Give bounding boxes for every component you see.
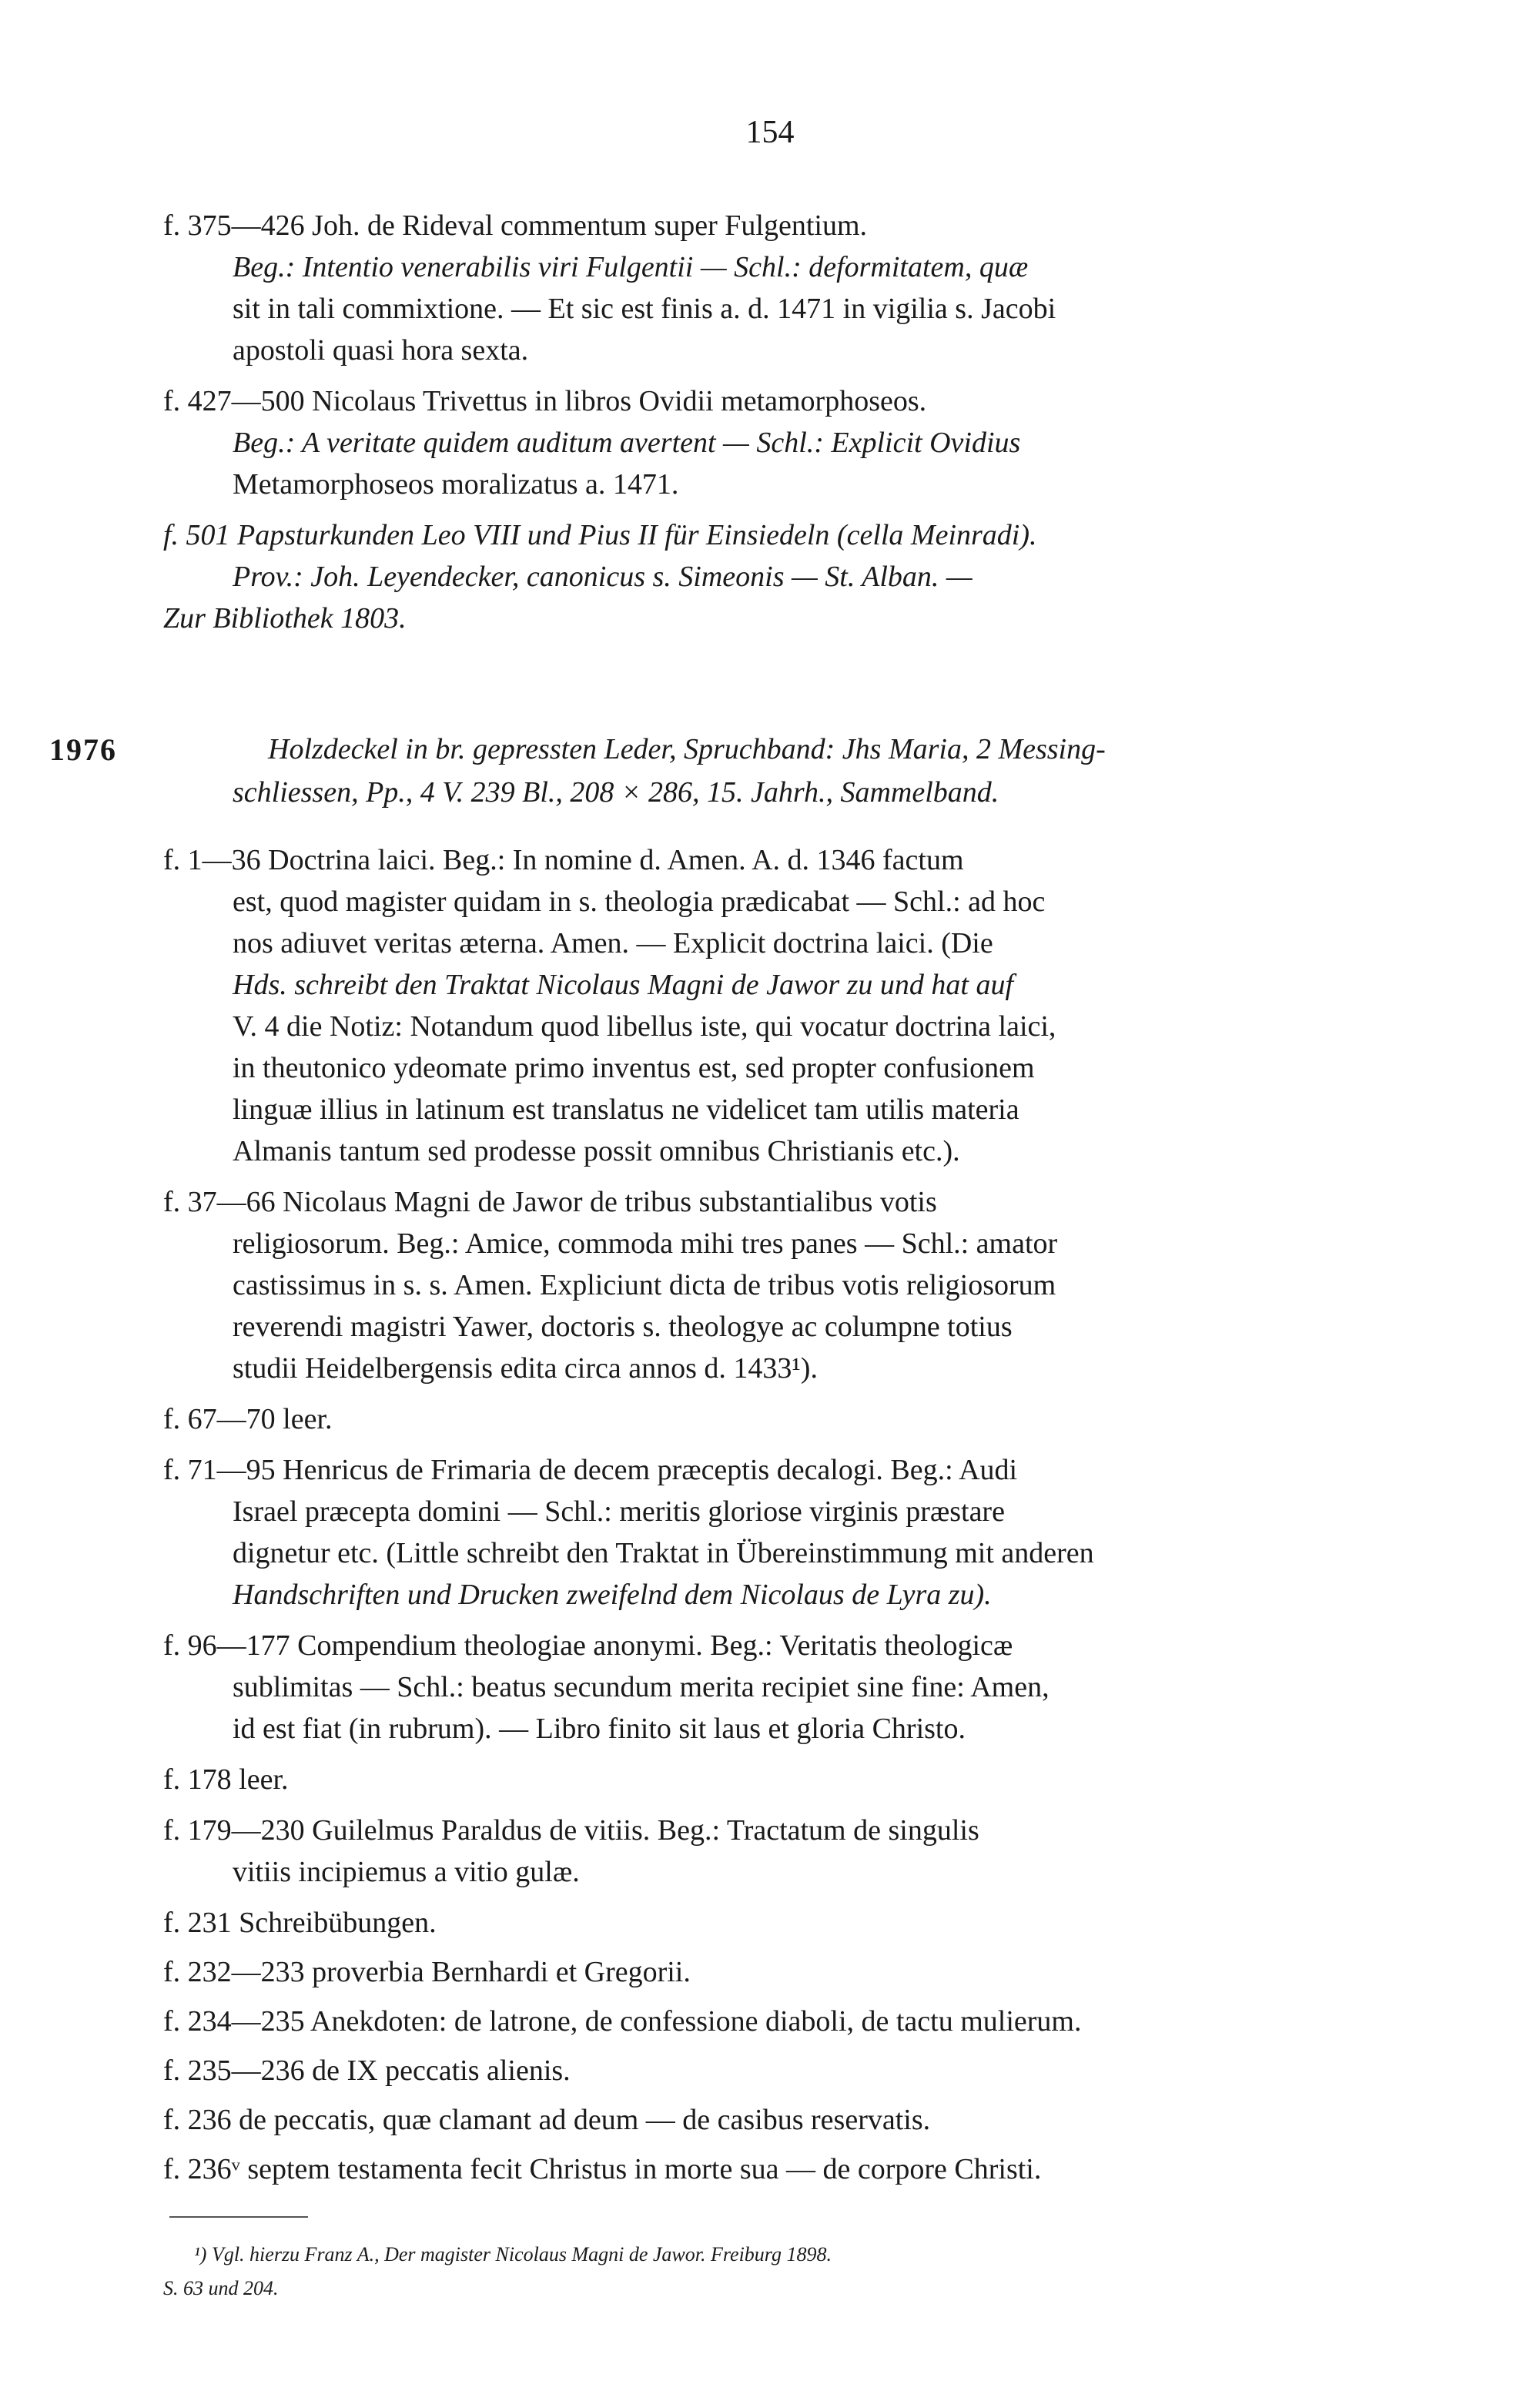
text-line: f. 37—66 Nicolaus Magni de Jawor de tribus substantialibus votis	[163, 1186, 937, 1218]
text-line: f. 67—70 leer.	[163, 1403, 333, 1435]
text-line: linguæ illius in latinum est translatus ne videlicet tam utilis materia	[233, 1093, 1019, 1126]
text-line: f. 235—236 de IX peccatis alienis.	[163, 2054, 571, 2087]
text-line: in theutonico ydeomate primo inventus est, sed propter confusionem	[233, 1052, 1035, 1084]
entry-header-line: Holzdeckel in br. gepressten Leder, Spruchband: Jhs Maria, 2 Messing-	[268, 733, 1106, 765]
text-line: f. 236 de peccatis, quæ clamant ad deum — de casibus reservatis.	[163, 2104, 931, 2136]
text-line: f. 71—95 Henricus de Frimaria de decem præceptis decalogi. Beg.: Audi	[163, 1454, 1018, 1486]
text-line: Beg.: A veritate quidem auditum avertent — Schl.: Explicit Ovidius	[233, 427, 1021, 459]
text-line: Israel præcepta domini — Schl.: meritis gloriose virginis præstare	[233, 1495, 1005, 1528]
footnote-line: ¹) Vgl. hierzu Franz A., Der magister Nicolaus Magni de Jawor. Freiburg 1898.	[194, 2243, 832, 2265]
text-line: Zur Bibliothek 1803.	[163, 602, 407, 635]
text-line: f. 178 leer.	[163, 1763, 289, 1796]
text-line: Almanis tantum sed prodesse possit omnibus Christianis etc.).	[233, 1135, 960, 1167]
text-line: f. 1—36 Doctrina laici. Beg.: In nomine d. Amen. A. d. 1346 factum	[163, 844, 964, 876]
text-line: reverendi magistri Yawer, doctoris s. theologye ac columpne totius	[233, 1311, 1013, 1343]
text-line: Handschriften und Drucken zweifelnd dem Nicolaus de Lyra zu).	[233, 1579, 992, 1611]
text-line: castissimus in s. s. Amen. Expliciunt dicta de tribus votis religiosorum	[233, 1269, 1056, 1301]
text-line: est, quod magister quidam in s. theologia prædicabat — Schl.: ad hoc	[233, 886, 1046, 918]
text-line: f. 501 Papsturkunden Leo VIII und Pius II für Einsiedeln (cella Meinradi).	[163, 519, 1037, 551]
text-line: f. 96—177 Compendium theologiae anonymi. Beg.: Veritatis theologicæ	[163, 1629, 1013, 1662]
text-line: apostoli quasi hora sexta.	[233, 334, 529, 367]
text-line: f. 236ᵛ septem testamenta fecit Christus in morte sua — de corpore Christi.	[163, 2153, 1042, 2185]
text-line: id est fiat (in rubrum). — Libro finito sit laus et gloria Christo.	[233, 1713, 966, 1745]
text-line: Prov.: Joh. Leyendecker, canonicus s. Simeonis — St. Alban. —	[233, 561, 973, 593]
entry-header-line: schliessen, Pp., 4 V. 239 Bl., 208 × 286, 15. Jahrh., Sammelband.	[233, 776, 999, 809]
text-line: f. 427—500 Nicolaus Trivettus in libros Ovidii metamorphoseos.	[163, 385, 927, 417]
text-line: f. 375—426 Joh. de Rideval commentum super Fulgentium.	[163, 209, 868, 242]
text-line: f. 232—233 proverbia Bernhardi et Gregorii.	[163, 1956, 691, 1988]
text-line: studii Heidelbergensis edita circa annos d. 1433¹).	[233, 1352, 818, 1385]
text-line: Hds. schreibt den Traktat Nicolaus Magni de Jawor zu und hat auf	[233, 969, 1014, 1001]
catalog-number: 1976	[49, 732, 117, 767]
text-line: f. 234—235 Anekdoten: de latrone, de confessione diaboli, de tactu mulierum.	[163, 2005, 1082, 2038]
page-number: 154	[745, 115, 795, 150]
text-line: nos adiuvet veritas æterna. Amen. — Explicit doctrina laici. (Die	[233, 927, 993, 959]
footnote-rule	[169, 2216, 308, 2218]
text-line: sublimitas — Schl.: beatus secundum merita recipiet sine fine: Amen,	[233, 1671, 1050, 1703]
text-line: V. 4 die Notiz: Notandum quod libellus iste, qui vocatur doctrina laici,	[233, 1010, 1056, 1043]
text-line: religiosorum. Beg.: Amice, commoda mihi tres panes — Schl.: amator	[233, 1227, 1058, 1260]
text-line: Metamorphoseos moralizatus a. 1471.	[233, 468, 679, 501]
text-line: Beg.: Intentio venerabilis viri Fulgentii — Schl.: deformitatem, quæ	[233, 251, 1029, 283]
footnote-line: S. 63 und 204.	[163, 2277, 279, 2299]
text-line: sit in tali commixtione. — Et sic est finis a. d. 1471 in vigilia s. Jacobi	[233, 293, 1056, 325]
text-line: dignetur etc. (Little schreibt den Traktat in Übereinstimmung mit anderen	[233, 1537, 1094, 1569]
text-line: f. 231 Schreibübungen.	[163, 1907, 437, 1939]
text-line: f. 179—230 Guilelmus Paraldus de vitiis. Beg.: Tractatum de singulis	[163, 1814, 979, 1847]
text-line: vitiis incipiemus a vitio gulæ.	[233, 1856, 580, 1888]
